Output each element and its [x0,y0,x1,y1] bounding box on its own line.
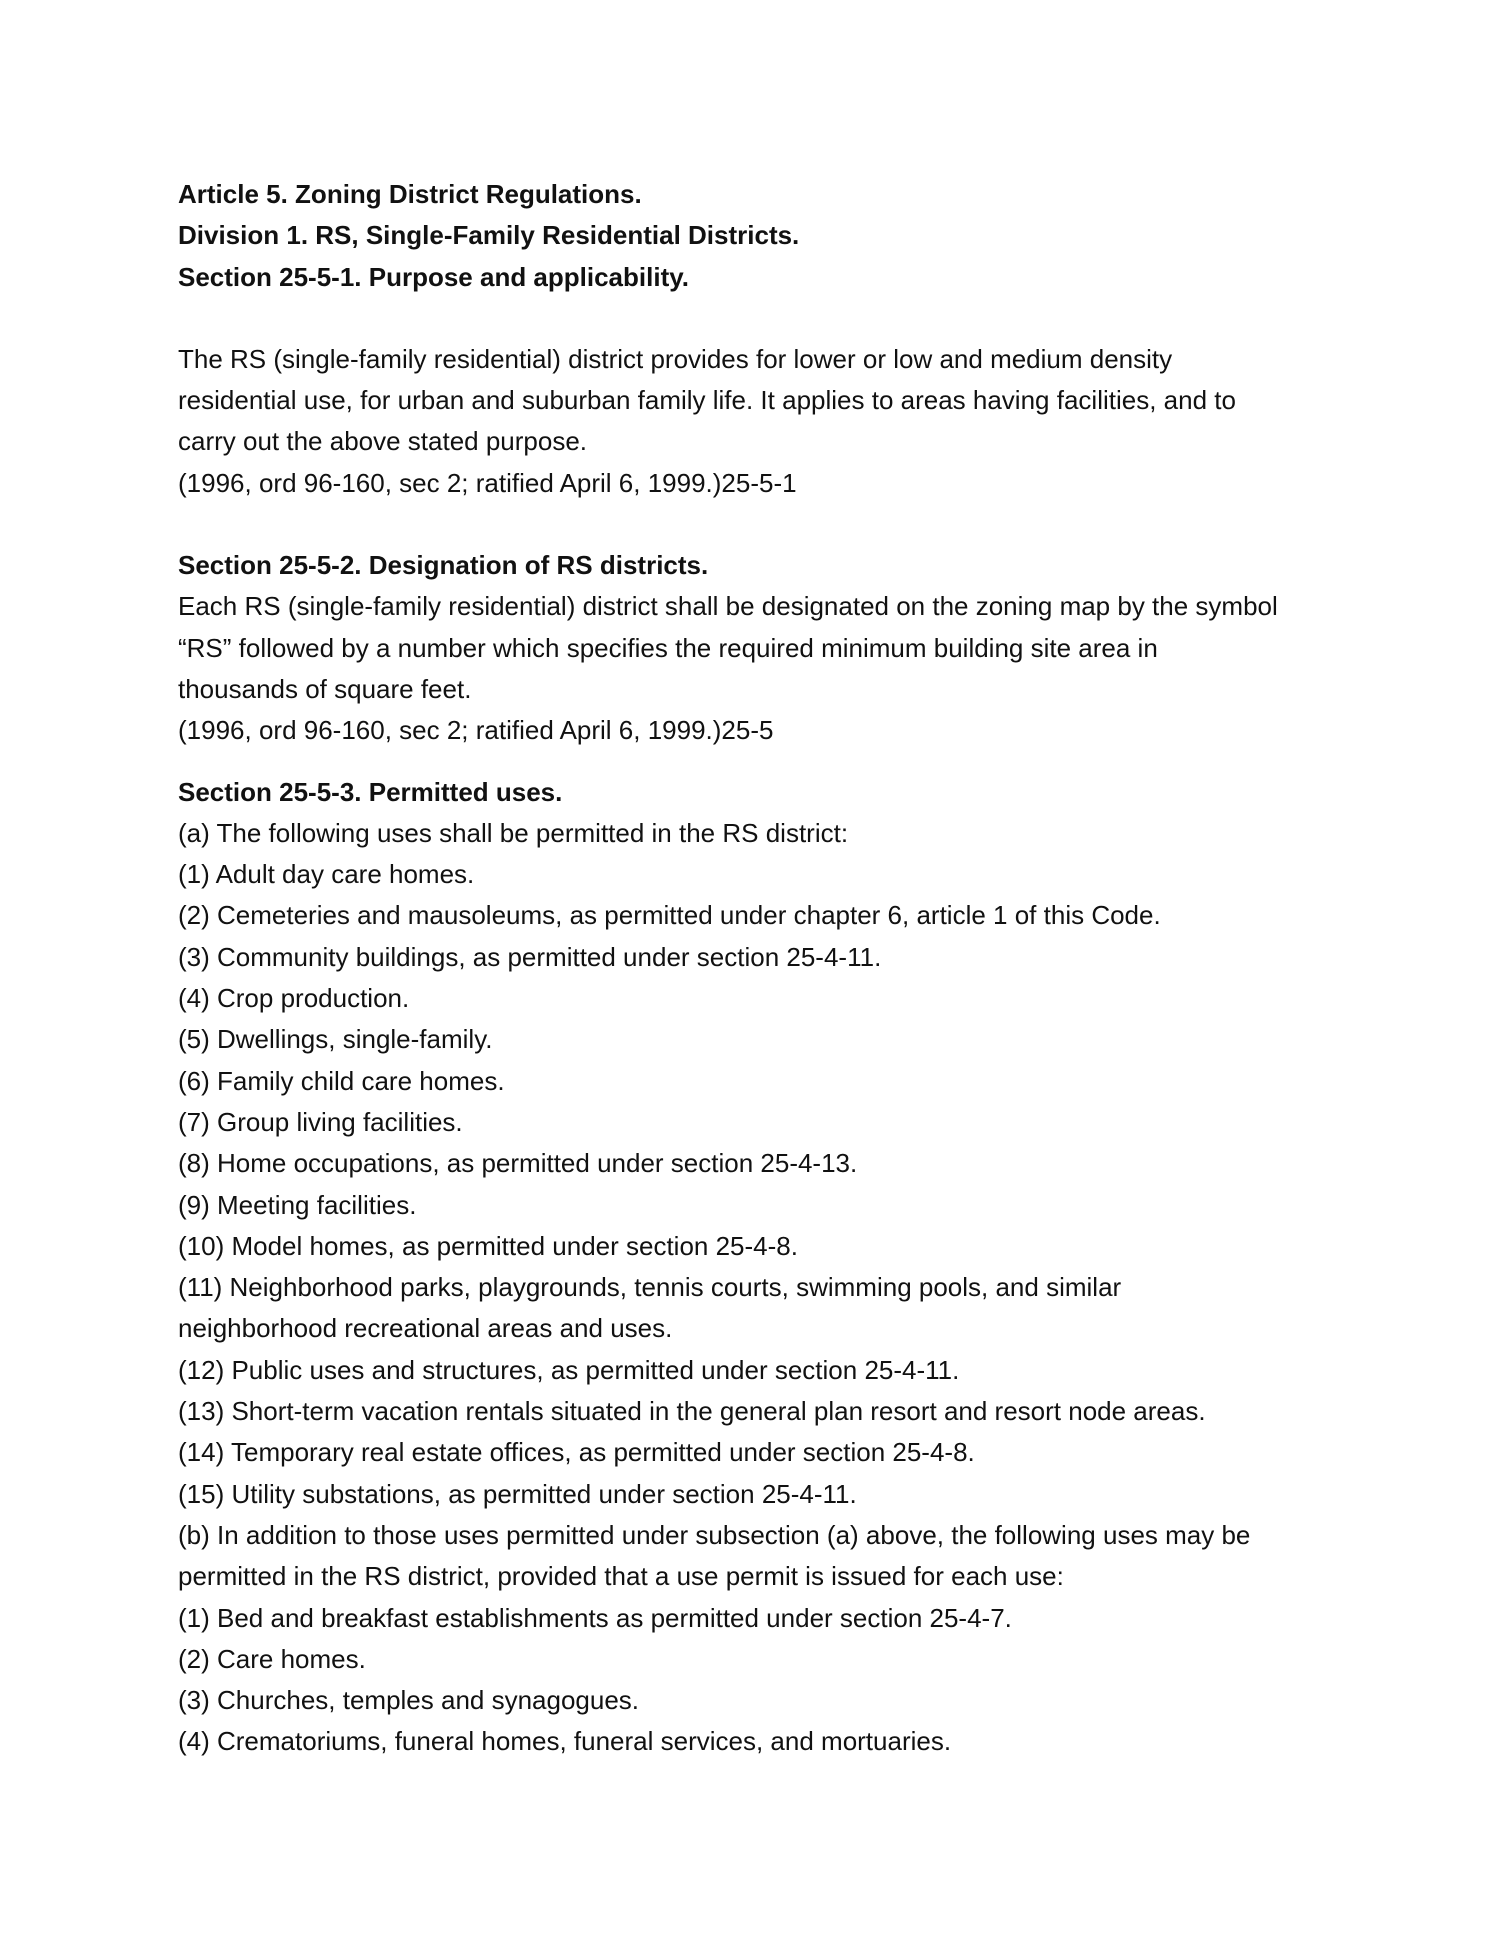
list-item: (10) Model homes, as permitted under section 25-4-8. [178,1230,798,1261]
section-25-5-2 [178,545,1338,751]
list-item: (4) Crop production. [178,983,410,1014]
paragraph-line: “RS” followed by a number which specifies the required minimum building site area in [178,632,1158,663]
paragraph-line: Each RS (single-family residential) district shall be designated on the zoning map by the symbol [178,591,1278,622]
paragraph-line: residential use, for urban and suburban family life. It applies to areas having facilities, and to [178,385,1236,416]
list-item: (9) Meeting facilities. [178,1189,417,1220]
list-item: (2) Cemeteries and mausoleums, as permitted under chapter 6, article 1 of this Code. [178,900,1161,931]
list-item: (6) Family child care homes. [178,1065,505,1096]
list-item: (2) Care homes. [178,1643,366,1674]
section-25-5-3 [178,772,1338,1763]
list-item: (8) Home occupations, as permitted under section 25-4-13. [178,1148,858,1179]
citation: (1996, ord 96-160, sec 2; ratified April 6, 1999.)25-5 [178,715,774,746]
list-item: (3) Churches, temples and synagogues. [178,1685,640,1716]
division-heading: Division 1. RS, Single-Family Residential Districts. [178,220,800,251]
list-item: neighborhood recreational areas and uses. [178,1313,673,1344]
list-item: permitted in the RS district, provided that a use permit is issued for each use: [178,1561,1064,1592]
list-item: (11) Neighborhood parks, playgrounds, tennis courts, swimming pools, and similar [178,1272,1122,1303]
list-item: (7) Group living facilities. [178,1106,463,1137]
list-item: (4) Crematoriums, funeral homes, funeral services, and mortuaries. [178,1726,952,1757]
paragraph-line: The RS (single-family residential) district provides for lower or low and medium density [178,343,1173,374]
section-heading: Section 25-5-2. Designation of RS districts. [178,550,709,581]
list-item: (b) In addition to those uses permitted under subsection (a) above, the following uses may be [178,1519,1251,1550]
article-heading: Article 5. Zoning District Regulations. [178,179,642,209]
section-heading: Section 25-5-1. Purpose and applicability. [178,261,689,292]
list-item: (13) Short-term vacation rentals situated in the general plan resort and resort node areas. [178,1396,1206,1427]
list-item: (14) Temporary real estate offices, as permitted under section 25-4-8. [178,1437,975,1468]
section-25-5-1-body [178,339,1338,504]
citation: (1996, ord 96-160, sec 2; ratified April 6, 1999.)25-5-1 [178,467,797,498]
list-item: (15) Utility substations, as permitted under section 25-4-11. [178,1478,857,1509]
list-item: (3) Community buildings, as permitted under section 25-4-11. [178,941,882,972]
spacer [178,298,1338,339]
list-item: (1) Bed and breakfast establishments as permitted under section 25-4-7. [178,1602,1012,1633]
list-item: (a) The following uses shall be permitted in the RS district: [178,817,849,848]
list-item: (5) Dwellings, single-family. [178,1024,493,1055]
document-page [178,174,1338,1763]
paragraph-line: carry out the above stated purpose. [178,426,588,457]
list-item: (1) Adult day care homes. [178,859,475,890]
spacer [178,752,1338,772]
paragraph-line: thousands of square feet. [178,673,472,704]
list-item: (12) Public uses and structures, as permitted under section 25-4-11. [178,1354,960,1385]
section-heading: Section 25-5-3. Permitted uses. [178,776,563,807]
spacer [178,504,1338,545]
